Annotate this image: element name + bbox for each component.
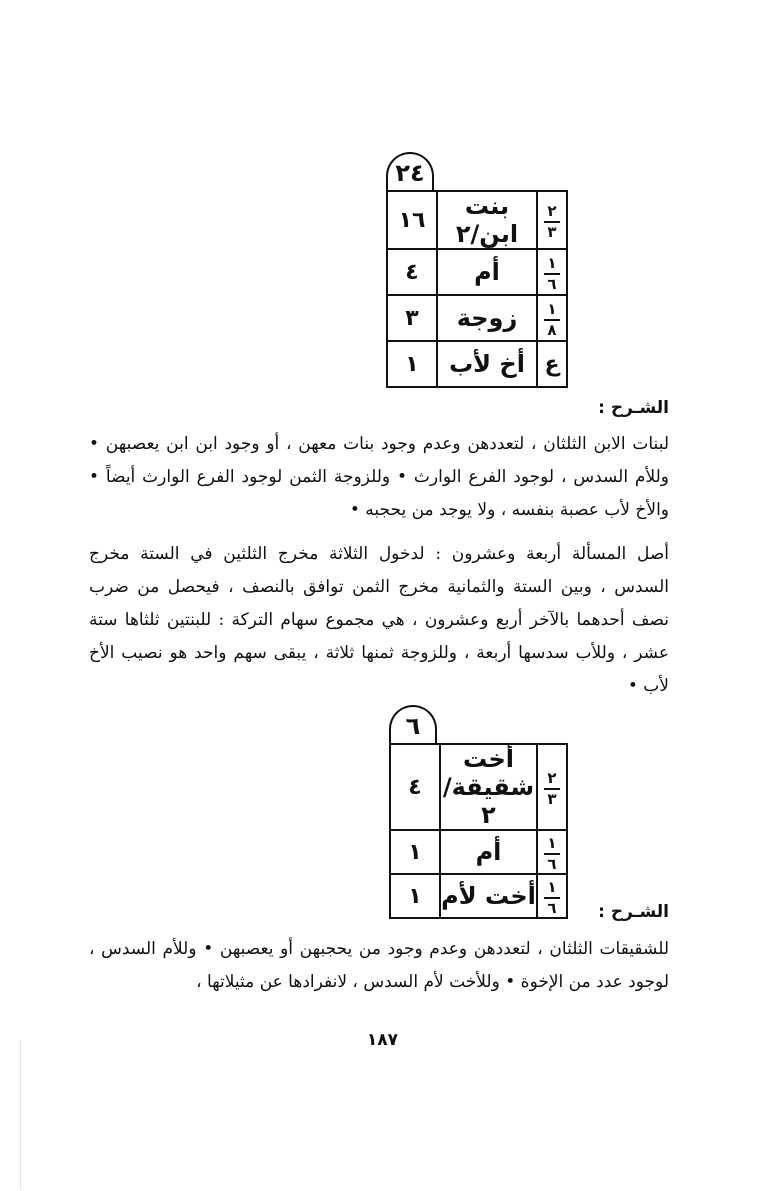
fraction-denominator: ٣ (547, 789, 557, 808)
heir-cell: أخت شقيقة/٢ (440, 744, 537, 830)
fraction-denominator: ٨ (547, 320, 557, 339)
explanation-paragraph-2: أصل المسألة أربعة وعشرون : لدخول الثلاثة مخرج الثلثين في الستة مخرج السدس ، وبين الستة والثمانية مخرج الثمن توافق بالنصف ، فيحصل من ضرب نصف أحدهما بالآخر أربع وعشرون ، هي مجموع سهام التركة : للبنتين ثلثاها ستة عشر ، وللأب سدسها أربعة ، وللزوجة ثمنها ثلاثة ، يبقى سهم واحد هو نصيب الأخ لأب • (89, 544, 669, 696)
fraction-numerator: ١ (547, 877, 557, 896)
table-row (390, 744, 567, 830)
table-row (387, 249, 567, 295)
fraction-numerator: ٢ (547, 768, 557, 787)
inheritance-grid (386, 190, 568, 388)
heir-cell: أم (437, 249, 537, 295)
table-row (390, 874, 567, 918)
heir-cell: زوجة (437, 295, 537, 341)
fraction-numerator: ١ (547, 833, 557, 852)
share-cell: ١ (390, 830, 440, 874)
heir-cell: أم (440, 830, 537, 874)
share-cell: ١ (390, 874, 440, 918)
heir-cell: أخ لأب (437, 341, 537, 387)
inheritance-grid (389, 743, 568, 919)
fraction-cell (537, 295, 567, 341)
table-row (387, 191, 567, 249)
table-row (387, 341, 567, 387)
base-number-bubble: ٢٤ (386, 152, 434, 192)
share-cell: ٣ (387, 295, 437, 341)
fraction-denominator: ٣ (547, 222, 557, 241)
fraction (544, 768, 560, 808)
fraction-denominator: ٦ (547, 898, 557, 917)
fraction (544, 299, 560, 339)
fraction-cell (537, 191, 567, 249)
explanation-label: الشـرح : (598, 398, 669, 418)
table-row (390, 830, 567, 874)
asaba-cell (537, 341, 567, 387)
explanation-paragraph-1: لبنات الابن الثلثان ، لتعددهن وعدم وجود بنات معهن ، أو وجود ابن ابن يعصبهن • وللأم السدس ، لوجود الفرع الوارث • وللزوجة الثمن لوجود الفرع الوارث أيضاً • والأخ لأب عصبة بنفسه ، ولا يوجد من يحجبه • (89, 434, 669, 520)
fraction-denominator: ٦ (547, 854, 557, 873)
fraction-cell (537, 249, 567, 295)
fraction (544, 253, 560, 293)
fraction-cell (537, 874, 567, 918)
fraction-numerator: ١ (547, 253, 557, 272)
fraction-denominator: ٦ (547, 274, 557, 293)
share-cell: ٤ (390, 744, 440, 830)
scan-edge-line (20, 1040, 21, 1190)
asaba-marker: ع (544, 351, 560, 377)
share-cell: ٤ (387, 249, 437, 295)
fraction-numerator: ١ (547, 299, 557, 318)
heir-cell: بنت ابن/٢ (437, 191, 537, 249)
fraction (544, 201, 560, 241)
share-cell: ١ (387, 341, 437, 387)
explanation-paragraph-3: للشقيقات الثلثان ، لتعددهن وعدم وجود من يحجبهن أو يعصبهن • وللأم السدس ، لوجود عدد من الإخوة • وللأخت لأم السدس ، لانفرادها عن مثيلاتها ، (89, 939, 669, 992)
fraction (544, 877, 560, 917)
explanation-label: الشـرح : (598, 902, 669, 922)
page-number: ١٨٧ (366, 1030, 399, 1050)
fraction-cell (537, 744, 567, 830)
fraction-numerator: ٢ (547, 201, 557, 220)
base-number-bubble: ٦ (389, 705, 437, 745)
table-row (387, 295, 567, 341)
heir-cell: أخت لأم (440, 874, 537, 918)
fraction (544, 833, 560, 873)
share-cell: ١٦ (387, 191, 437, 249)
fraction-cell (537, 830, 567, 874)
